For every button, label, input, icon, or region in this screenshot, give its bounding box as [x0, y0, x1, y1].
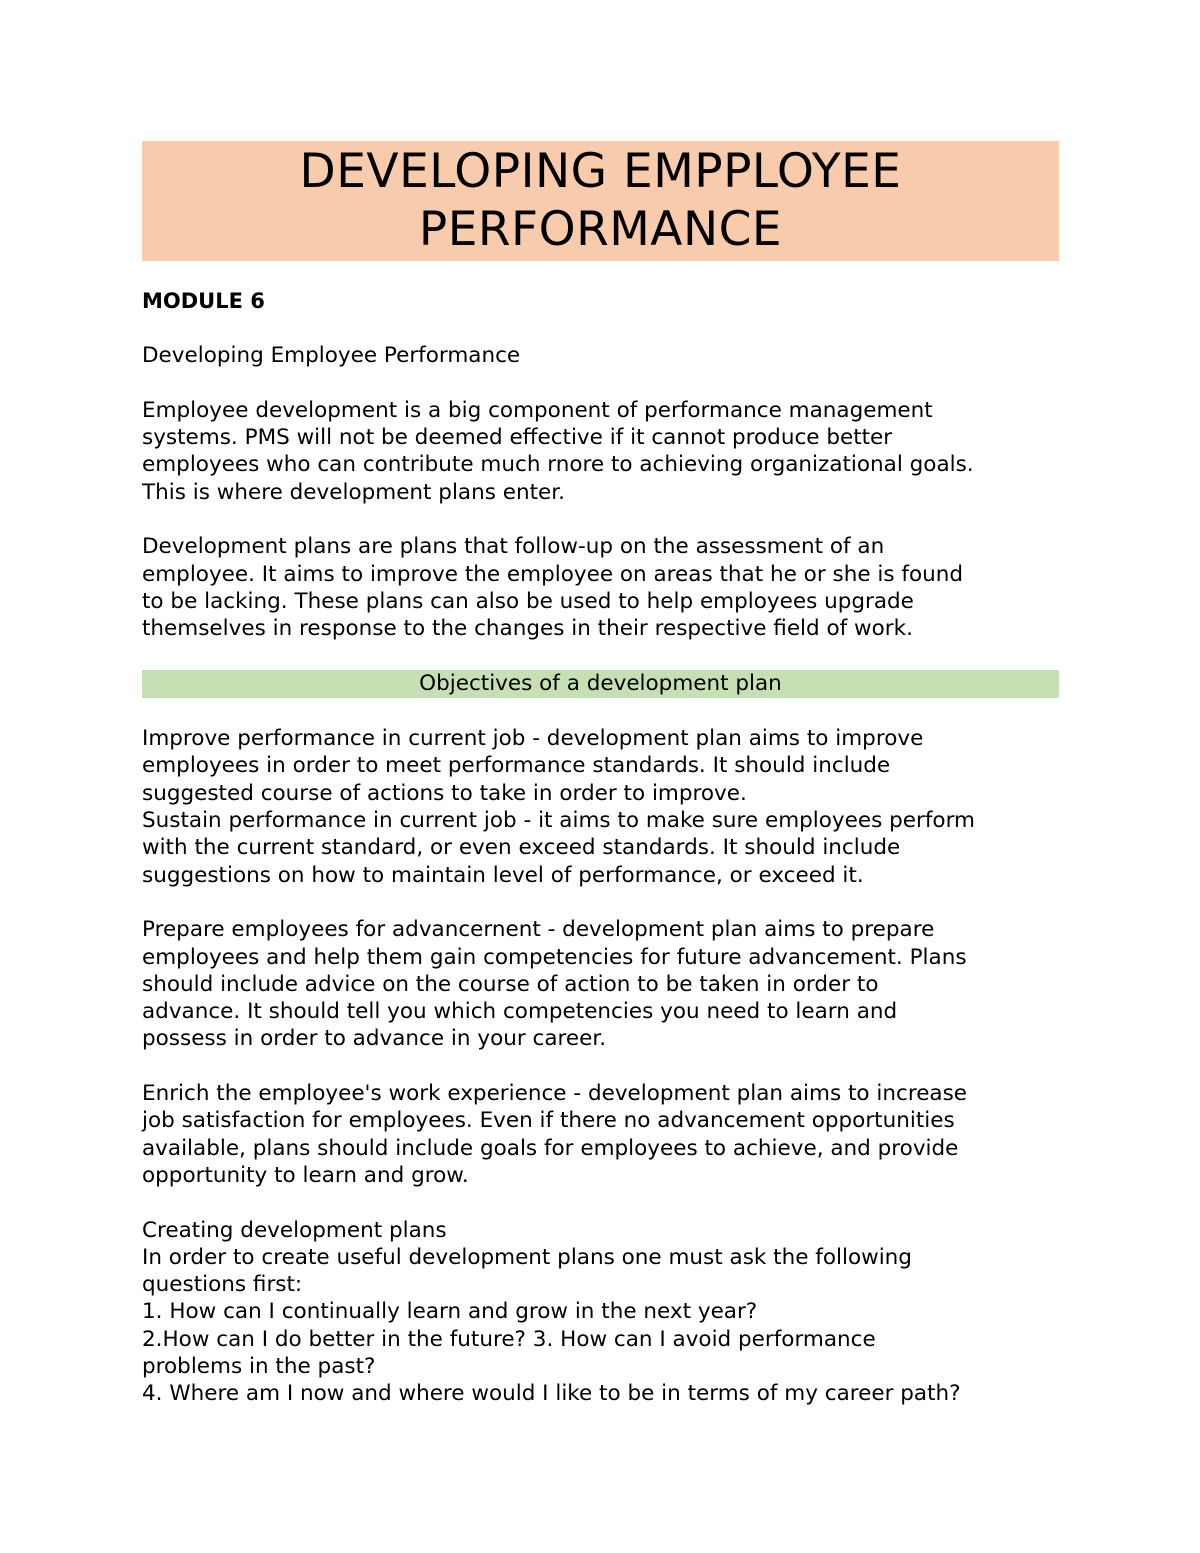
spacer	[142, 1053, 1059, 1080]
paragraph-enrich	[142, 1080, 1059, 1189]
paragraph-line: questions first:	[142, 1272, 303, 1298]
paragraph-line: problems in the past?	[142, 1353, 376, 1379]
title-line-2: PERFORMANCE	[418, 202, 783, 257]
title-line-1: DEVELOPING EMPPLOYEE	[299, 144, 902, 199]
paragraph-advancement	[142, 916, 1059, 1052]
paragraph-line: to be lacking. These plans can also be used to help employees upgrade	[142, 588, 914, 614]
paragraph-line: possess in order to advance in your career.	[142, 1026, 607, 1052]
paragraph-line: employees in order to meet performance standards. It should include	[142, 753, 891, 779]
spacer	[142, 370, 1059, 397]
spacer	[142, 889, 1059, 916]
paragraph-line: In order to create useful development plans one must ask the following	[142, 1244, 912, 1270]
paragraph-line: opportunity to learn and grow.	[142, 1162, 469, 1188]
paragraph-line: Improve performance in current job - development plan aims to improve	[142, 726, 924, 752]
paragraph-development-plans	[142, 533, 1059, 642]
paragraph-improve-sustain	[142, 725, 1059, 889]
section-heading-objectives: Objectives of a development plan	[142, 670, 1059, 698]
spacer	[142, 698, 1059, 725]
paragraph-line: suggestions on how to maintain level of performance, or exceed it.	[142, 862, 864, 888]
document-page	[142, 141, 1059, 1408]
paragraph-line: themselves in response to the changes in their respective field of work.	[142, 616, 913, 642]
paragraph-line: systems. PMS will not be deemed effective if it cannot produce better	[142, 425, 893, 451]
paragraph-line: with the current standard, or even exceed standards. It should include	[142, 835, 901, 861]
spacer	[142, 1189, 1059, 1216]
module-label: MODULE 6	[142, 289, 265, 313]
paragraph-line: 4. Where am I now and where would I like to be in terms of my career path?	[142, 1381, 961, 1407]
paragraph-line: Sustain performance in current job - it aims to make sure employees perform	[142, 808, 975, 834]
paragraph-line: Enrich the employee's work experience - development plan aims to increase	[142, 1081, 968, 1107]
paragraph-line: Creating development plans	[142, 1217, 447, 1243]
subtitle: Developing Employee Performance	[142, 343, 521, 369]
paragraph-creating-plans	[142, 1217, 1059, 1408]
paragraph-line: employee. It aims to improve the employee on areas that he or she is found	[142, 561, 964, 587]
spacer	[142, 506, 1059, 533]
paragraph-line: employees and help them gain competencies for future advancement. Plans	[142, 944, 967, 970]
paragraph-line: job satisfaction for employees. Even if there no advancement opportunities	[142, 1108, 955, 1134]
paragraph-line: should include advice on the course of action to be taken in order to	[142, 971, 879, 997]
paragraph-line: available, plans should include goals for employees to achieve, and provide	[142, 1135, 959, 1161]
paragraph-line: Development plans are plans that follow-up on the assessment of an	[142, 534, 885, 560]
paragraph-line: advance. It should tell you which competencies you need to learn and	[142, 999, 898, 1025]
paragraph-line: Employee development is a big component of performance management	[142, 397, 933, 423]
paragraph-line: employees who can contribute much rnore to achieving organizational goals.	[142, 452, 974, 478]
spacer	[142, 315, 1059, 342]
paragraph-line: 1. How can I continually learn and grow in the next year?	[142, 1299, 758, 1325]
paragraph-intro	[142, 397, 1059, 506]
paragraph-line: Prepare employees for advancernent - development plan aims to prepare	[142, 917, 935, 943]
spacer	[142, 643, 1059, 670]
paragraph-line: This is where development plans enter.	[142, 479, 565, 505]
paragraph-line: suggested course of actions to take in order to improve.	[142, 780, 747, 806]
title-banner	[142, 141, 1059, 261]
paragraph-line: 2.How can I do better in the future? 3. How can I avoid performance	[142, 1326, 876, 1352]
